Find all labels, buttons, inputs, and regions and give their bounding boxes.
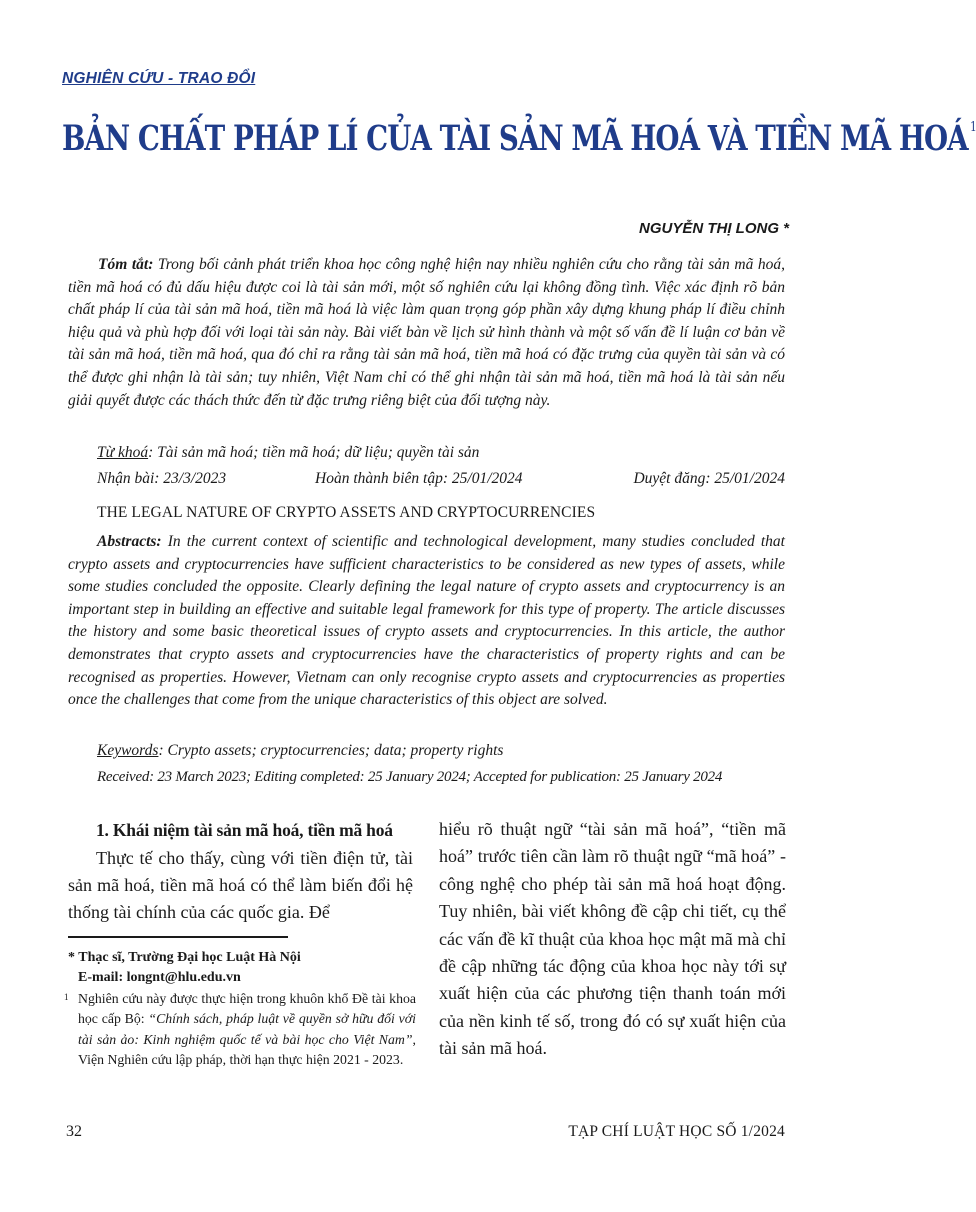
- section-label: NGHIÊN CỨU - TRAO ĐỔI: [62, 70, 256, 87]
- keywords-en-text: : Crypto assets; cryptocurrencies; data; property rights: [158, 742, 504, 759]
- footnote-divider: [68, 936, 288, 938]
- body-right-column: hiểu rõ thuật ngữ “tài sản mã hoá”, “tiền mã hoá” trước tiên cần làm rõ thuật ngữ “mã hoá” - công nghệ cho phép tài sản mã hoá hoạt động. Tuy nhiên, bài viết không đề cập chi tiết, cụ thể các vấn đề kĩ thuật của khoa học mật mã mà chỉ đề cập những tác động của khoa học này tới sự xuất hiện của các phương tiện thanh toán mới của nền kinh tế số, trong đó có sự xuất hiện của tài sản mã hoá.: [439, 819, 786, 1059]
- author-name: NGUYỄN THỊ LONG *: [638, 220, 789, 237]
- footnote-1: [64, 989, 416, 1070]
- footnote-marker: 1: [64, 992, 69, 1002]
- footnote-text-a: Nghiên cứu này được thực hiện trong khuôn khổ Đề tài khoa học cấp Bộ:: [78, 991, 416, 1027]
- keywords-vn-label: Từ khoá: [97, 444, 149, 461]
- date-edited: Hoàn thành biên tập: 25/01/2024: [315, 470, 523, 487]
- keywords-vn-text: : Tài sản mã hoá; tiền mã hoá; dữ liệu; quyền tài sản: [148, 444, 480, 461]
- footnote-text-b: , Viện Nghiên cứu lập pháp, thời hạn thực hiện 2021 - 2023.: [78, 1031, 416, 1067]
- abstract-english: [68, 531, 785, 712]
- keywords-english: [97, 742, 503, 760]
- footnote-author: [68, 948, 301, 988]
- abstract-vn-label: Tóm tắt:: [98, 256, 154, 273]
- footnote-project-title: “Chính sách, pháp luật về quyền sở hữu đối với tài sản ảo: Kinh nghiệm quốc tế và bài học cho Việt Nam”: [78, 1011, 416, 1047]
- abstract-en-label: Abstracts:: [97, 533, 162, 550]
- footnote-text: [78, 989, 416, 1070]
- date-approved: Duyệt đăng: 25/01/2024: [633, 470, 785, 487]
- abstract-vn-text: Trong bối cảnh phát triển khoa học công nghệ hiện nay nhiều nghiên cứu cho rằng tài sản mã hoá, tiền mã hoá có đủ dấu hiệu được coi là tài sản mới, một số nghiên cứu lại không đồng tình. Việc xác định rõ bản chất pháp lí của tài sản mã hoá, tiền mã hoá là việc làm quan trọng góp phần xây dựng khung pháp lí điều chỉnh hiệu quả và phù hợp đối với loại tài sản này. Bài viết bàn về lịch sử hình thành và một số vấn đề lí luận cơ bản về tài sản mã hoá, tiền mã hoá, qua đó chỉ ra rằng tài sản mã hoá, tiền mã hoá có đặc trưng của quyền tài sản và có thể được ghi nhận là tài sản; tuy nhiên, Việt Nam chỉ có thể ghi nhận tài sản mã hoá, tiền mã hoá là tài sản nếu giải quyết được các thách thức đến từ đặc trưng riêng biệt của đối tượng này.: [68, 256, 785, 409]
- date-received: Nhận bài: 23/3/2023: [97, 470, 227, 487]
- title-footnote-marker[interactable]: 1: [970, 120, 976, 136]
- section-heading: 1. Khái niệm tài sản mã hoá, tiền mã hoá: [96, 820, 393, 840]
- received-line: Received: 23 March 2023; Editing completed: 25 January 2024; Accepted for publication: 25 January 2024: [97, 769, 723, 785]
- page-number: 32: [66, 1123, 82, 1140]
- abstract-en-text: In the current context of scientific and technological development, many studies concluded that crypto assets and cryptocurrencies have sufficient characteristics to be considered as new types of assets, while some studies concluded the opposite. Clearly defining the legal nature of crypto assets and cryptocurrency is an important step in building an effective and suitable legal framework for this type of property. The article discusses the history and some basic theoretical issues of crypto assets and cryptocurrencies. In this article, the author demonstrates that crypto assets and cryptocurrencies have the characteristics of property rights and can be recognised as properties. However, Vietnam can only recognise crypto assets and cryptocurrencies as properties once the challenges that come from the unique characteristics of this object are solved.: [68, 533, 785, 709]
- article-title: [62, 118, 976, 159]
- journal-name: TẠP CHÍ LUẬT HỌC SỐ 1/2024: [568, 1123, 785, 1140]
- body-left-text: Thực tế cho thấy, cùng với tiền điện tử, tài sản mã hoá, tiền mã hoá có thể làm biến đổi hệ thống tài chính của các quốc gia. Để: [68, 848, 413, 922]
- title-text: BẢN CHẤT PHÁP LÍ CỦA TÀI SẢN MÃ HOÁ VÀ TIỀN MÃ HOÁ: [62, 118, 968, 159]
- author-affiliation: * Thạc sĩ, Trường Đại học Luật Hà Nội: [68, 950, 301, 965]
- author-email[interactable]: E-mail: longnt@hlu.edu.vn: [78, 970, 241, 985]
- abstract-vietnamese: [68, 254, 785, 412]
- english-title: THE LEGAL NATURE OF CRYPTO ASSETS AND CRYPTOCURRENCIES: [97, 504, 596, 521]
- keywords-en-label: Keywords: [97, 742, 159, 759]
- keywords-vietnamese: [97, 444, 479, 462]
- body-left-column: [68, 818, 413, 926]
